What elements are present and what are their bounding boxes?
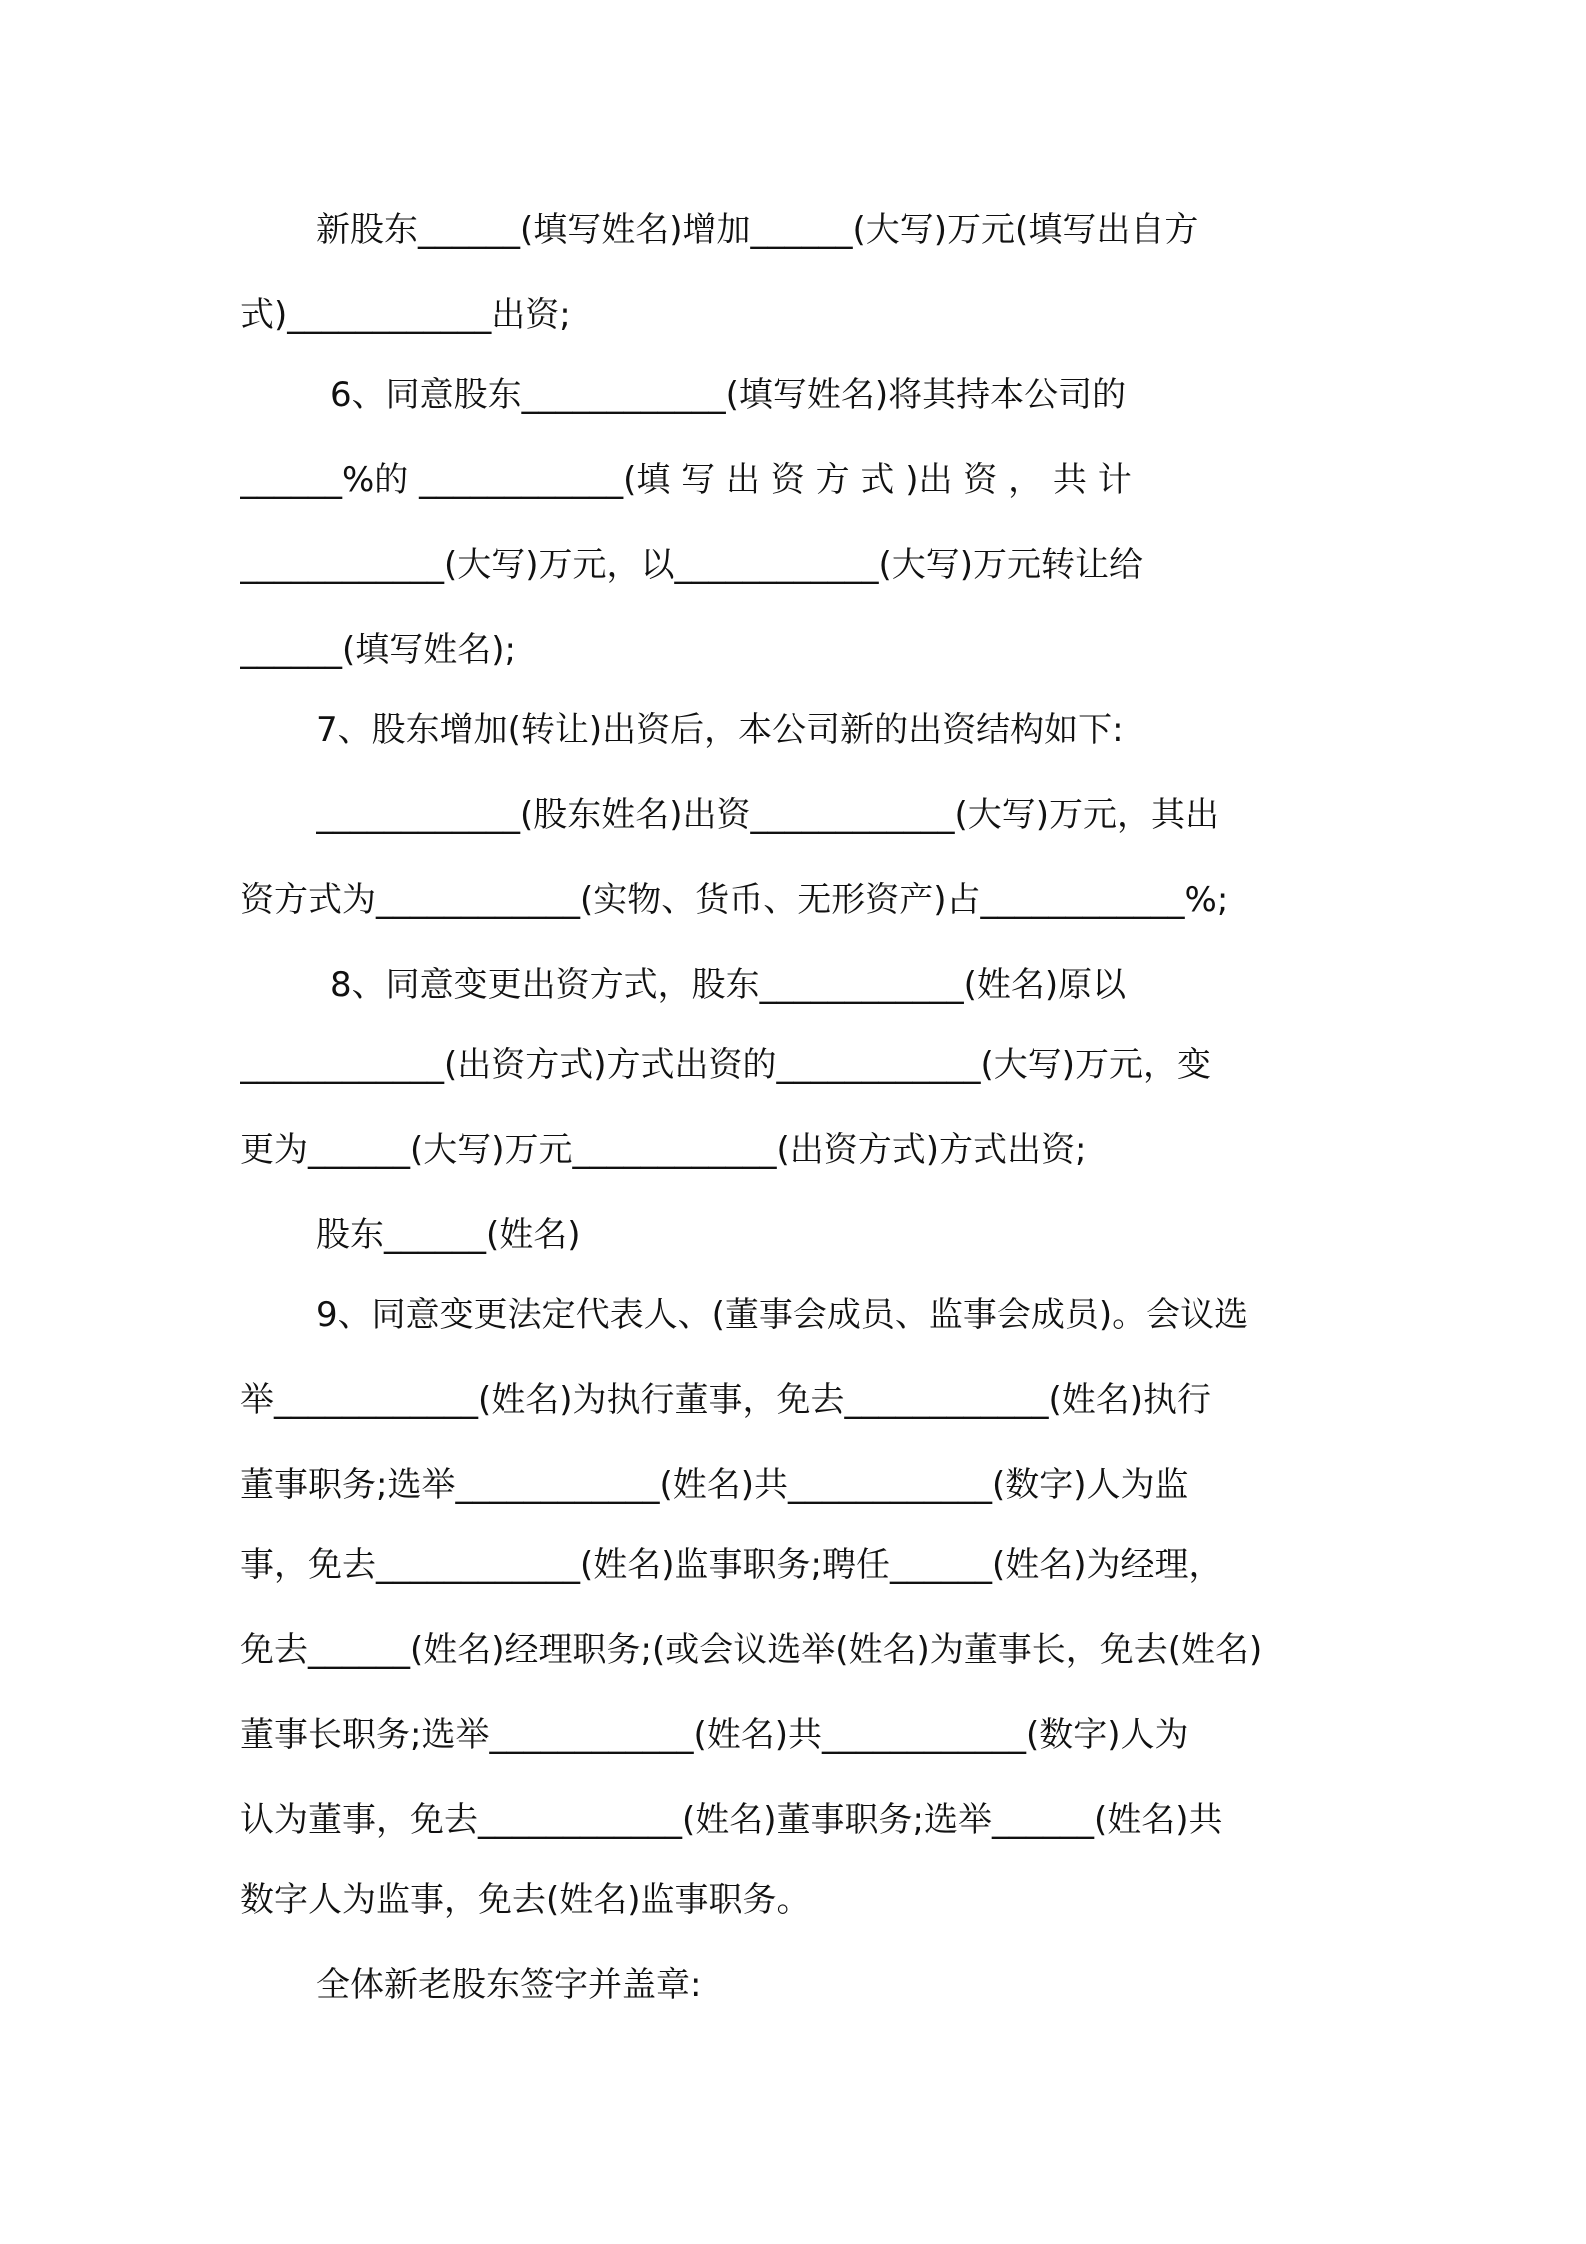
text-line-10: 8、同意变更出资方式，股东____________(姓名)原以 <box>330 965 1127 1005</box>
text-line-2: 式)____________出资; <box>240 295 571 335</box>
text-line-12: 更为______(大写)万元____________(出资方式)方式出资; <box>240 1130 1087 1170</box>
text-line-7: 7、股东增加(转让)出资后，本公司新的出资结构如下: <box>316 710 1124 750</box>
text-line-1: 新股东______(填写姓名)增加______(大写)万元(填写出自方 <box>316 210 1199 250</box>
text-line-4: ______%的 ____________(填 写 出 资 方 式 )出 资 ， 共 计 <box>240 460 1132 500</box>
text-line-16: 董事职务;选举____________(姓名)共____________(数字)人为监 <box>240 1465 1189 1505</box>
text-line-13: 股东______(姓名) <box>316 1215 581 1255</box>
text-line-9: 资方式为____________(实物、货币、无形资产)占____________%; <box>240 880 1229 920</box>
text-line-11: ____________(出资方式)方式出资的____________(大写)万元，变 <box>240 1045 1212 1085</box>
text-line-22: 全体新老股东签字并盖章: <box>316 1965 702 2005</box>
text-line-19: 董事长职务;选举____________(姓名)共____________(数字)人为 <box>240 1715 1189 1755</box>
text-line-18: 免去______(姓名)经理职务;(或会议选举(姓名)为董事长，免去(姓名) <box>240 1630 1263 1670</box>
text-line-21: 数字人为监事，免去(姓名)监事职务。 <box>240 1880 811 1920</box>
text-line-8: ____________(股东姓名)出资____________(大写)万元，其出 <box>316 795 1220 835</box>
text-line-17: 事，免去____________(姓名)监事职务;聘任______(姓名)为经理， <box>240 1545 1223 1585</box>
text-line-20: 认为董事，免去____________(姓名)董事职务;选举______(姓名)共 <box>240 1800 1223 1840</box>
text-line-14: 9、同意变更法定代表人、(董事会成员、监事会成员)。会议选 <box>316 1295 1249 1335</box>
text-line-6: ______(填写姓名); <box>240 630 516 670</box>
text-line-15: 举____________(姓名)为执行董事，免去____________(姓名)执行 <box>240 1380 1212 1420</box>
text-line-3: 6、同意股东____________(填写姓名)将其持本公司的 <box>330 375 1127 415</box>
text-line-5: ____________(大写)万元，以____________(大写)万元转让给 <box>240 545 1144 585</box>
